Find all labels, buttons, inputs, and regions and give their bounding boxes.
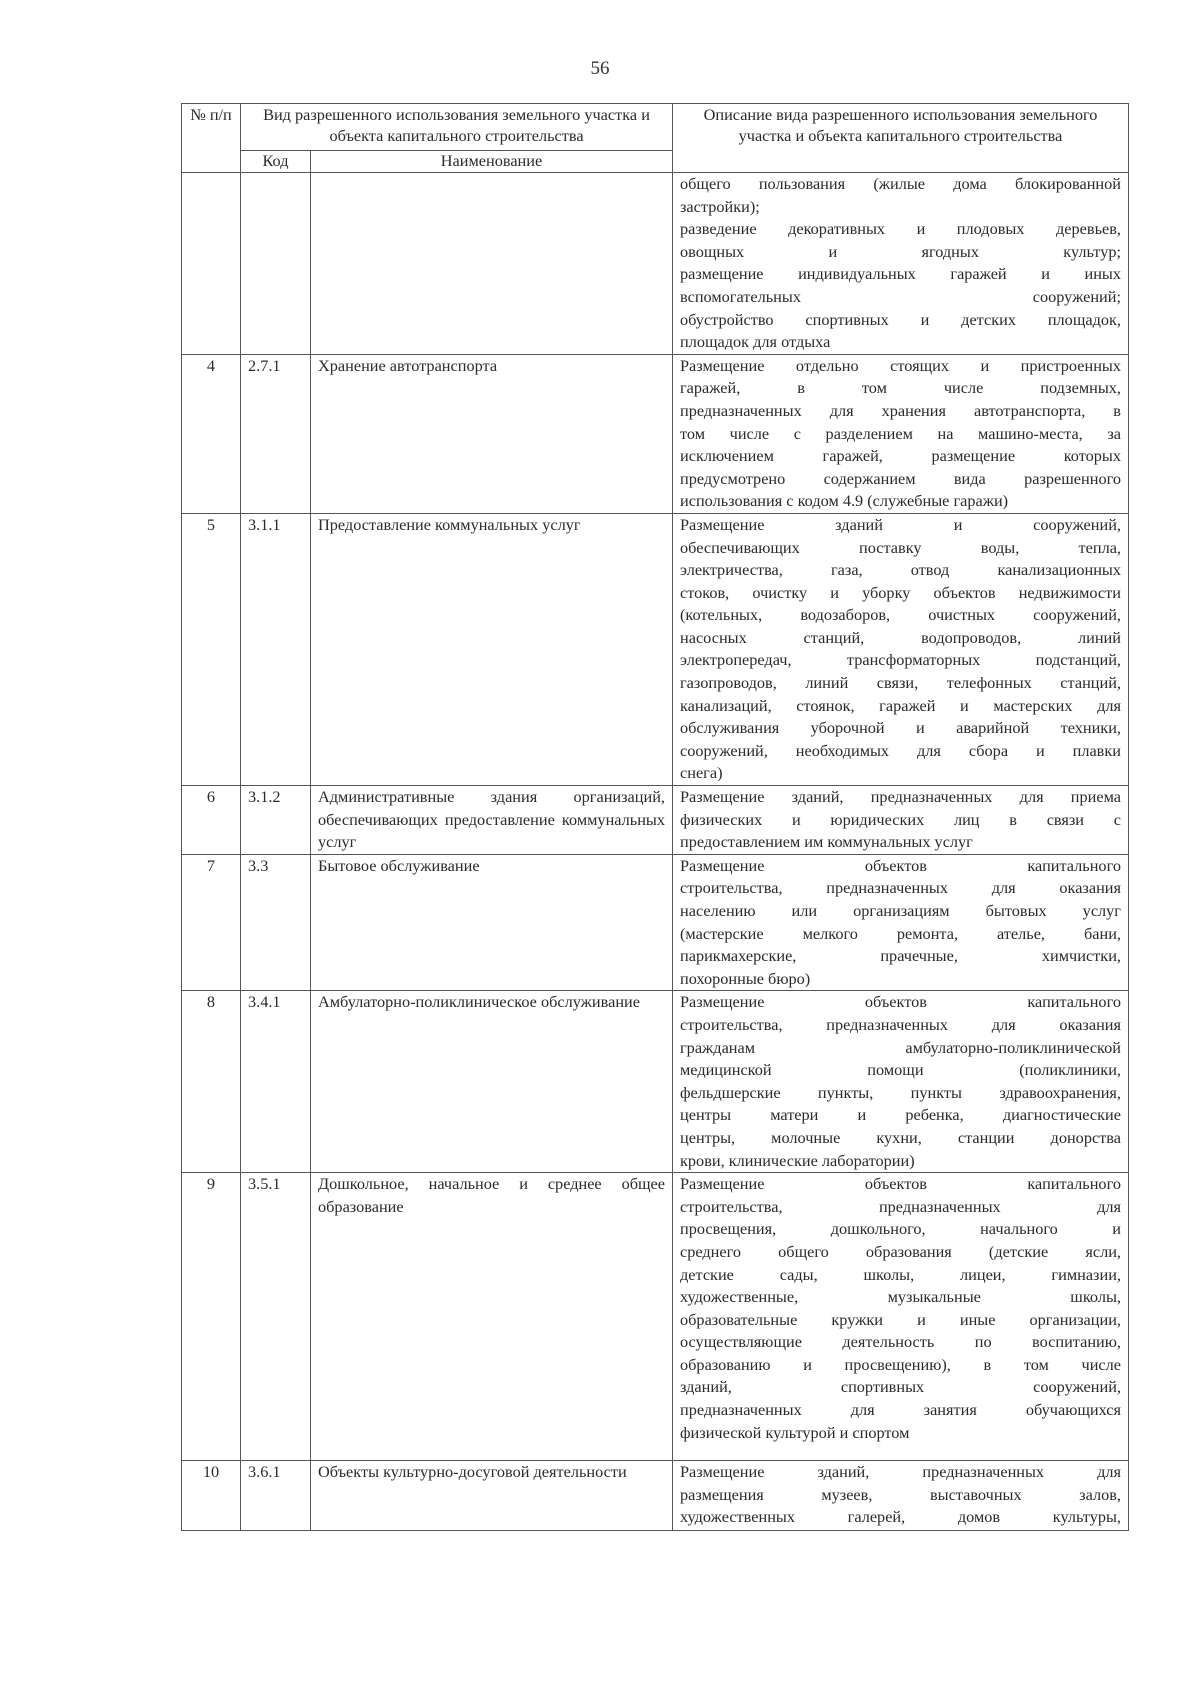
row-name: Бытовое обслуживание: [311, 854, 673, 991]
description-line: осуществляющие деятельность по воспитанию,: [680, 1332, 1121, 1352]
row-code: 3.1.2: [241, 786, 311, 855]
description-line: электропередач, трансформаторных подстанций,: [680, 650, 1121, 670]
description-line: Размещение объектов капитального: [680, 992, 1121, 1012]
row-number: 7: [182, 854, 241, 991]
row-number: [182, 173, 241, 355]
description-line: строительства, предназначенных для: [680, 1196, 1121, 1216]
row-code: [241, 173, 311, 355]
header-use-type: Вид разрешенного использования земельного участка и объекта капитального строительства: [241, 104, 673, 151]
table-row: [182, 1173, 1129, 1461]
description-line: строительства, предназначенных для оказания: [680, 878, 1121, 898]
description-line: Размещение объектов капитального: [680, 1174, 1121, 1194]
row-number: 10: [182, 1461, 241, 1531]
description-line: строительства, предназначенных для оказания: [680, 1014, 1121, 1034]
description-line: сооружений, необходимых для сбора и плавки: [680, 740, 1121, 760]
description-line: гаражей, в том числе подземных,: [680, 378, 1121, 398]
description-line: Размещение зданий, предназначенных для: [680, 1462, 1121, 1482]
description-line: образовательные кружки и иные организации,: [680, 1309, 1121, 1329]
row-name: Объекты культурно-досуговой деятельности: [311, 1461, 673, 1531]
table-row: [182, 991, 1129, 1173]
description-line: обеспечивающих поставку воды, тепла,: [680, 537, 1121, 557]
description-line: вспомогательных сооружений;: [680, 286, 1121, 306]
description-line: электричества, газа, отвод канализационных: [680, 560, 1121, 580]
row-number: 5: [182, 513, 241, 785]
row-name: [311, 173, 673, 355]
description-line: разведение декоративных и плодовых деревьев,: [680, 219, 1121, 239]
description-line: Размещение объектов капитального: [680, 855, 1121, 875]
row-name: Дошкольное, начальное и среднее общее образование: [311, 1173, 673, 1461]
description-line: Размещение зданий и сооружений,: [680, 514, 1121, 534]
description-line: предназначенных для хранения автотранспорта, в: [680, 400, 1121, 420]
header-description: Описание вида разрешенного использования земельного участка и объекта капитального строительства: [673, 104, 1129, 173]
row-name: Амбулаторно-поликлиническое обслуживание: [311, 991, 673, 1173]
row-name: Хранение автотранспорта: [311, 354, 673, 513]
page-number: 56: [590, 58, 610, 79]
description-line: (мастерские мелкого ремонта, ателье, бани,: [680, 923, 1121, 943]
row-description: [673, 991, 1129, 1173]
description-line: предусмотрено содержанием вида разрешенного: [680, 468, 1121, 488]
description-line: размещение индивидуальных гаражей и иных: [680, 264, 1121, 284]
row-description: [673, 1461, 1129, 1531]
row-number: 6: [182, 786, 241, 855]
description-line: среднего общего образования (детские ясли,: [680, 1241, 1121, 1261]
description-line: физических и юридических лиц в связи с: [680, 809, 1121, 829]
description-line: использования с кодом 4.9 (служебные гаражи): [680, 491, 1009, 511]
description-line: исключением гаражей, размещение которых: [680, 446, 1121, 466]
row-description: [673, 1173, 1129, 1461]
description-line: зданий, спортивных сооружений,: [680, 1377, 1121, 1397]
description-line: газопроводов, линий связи, телефонных станций,: [680, 673, 1121, 693]
description-line: застройки);: [680, 196, 760, 216]
description-line: детские сады, школы, лицеи, гимназии,: [680, 1264, 1121, 1284]
description-line: похоронные бюро): [680, 968, 811, 988]
description-line: обустройство спортивных и детских площадок,: [680, 309, 1121, 329]
land-use-table: [181, 103, 1129, 1531]
description-line: физической культурой и спортом: [680, 1422, 910, 1442]
description-line: обслуживания уборочной и аварийной техники,: [680, 718, 1121, 738]
description-line: (котельных, водозаборов, очистных сооружений,: [680, 605, 1121, 625]
description-line: насосных станций, водопроводов, линий: [680, 627, 1121, 647]
description-line: овощных и ягодных культур;: [680, 241, 1121, 261]
description-line: предоставлением им коммунальных услуг: [680, 832, 973, 852]
table-row: [182, 1461, 1129, 1531]
table-row: [182, 354, 1129, 513]
row-description: [673, 854, 1129, 991]
table-row: [182, 786, 1129, 855]
description-line: парикмахерские, прачечные, химчистки,: [680, 946, 1121, 966]
row-description: [673, 786, 1129, 855]
description-line: гражданам амбулаторно-поликлинической: [680, 1037, 1121, 1057]
table-row: [182, 513, 1129, 785]
header-code: Код: [241, 151, 311, 173]
row-code: 3.1.1: [241, 513, 311, 785]
description-line: предназначенных для занятия обучающихся: [680, 1400, 1121, 1420]
table-header: [182, 104, 1129, 173]
row-code: 3.3: [241, 854, 311, 991]
table-row: [182, 854, 1129, 991]
description-line: стоков, очистку и уборку объектов недвижимости: [680, 582, 1121, 602]
row-code: 2.7.1: [241, 354, 311, 513]
description-line: просвещения, дошкольного, начального и: [680, 1219, 1121, 1239]
row-code: 3.5.1: [241, 1173, 311, 1461]
description-line: центры, молочные кухни, станции донорства: [680, 1127, 1121, 1147]
description-line: художественные, музыкальные школы,: [680, 1287, 1121, 1307]
header-row-number: № п/п: [182, 104, 241, 173]
description-line: снега): [680, 763, 723, 783]
row-number: 9: [182, 1173, 241, 1461]
row-name: Предоставление коммунальных услуг: [311, 513, 673, 785]
description-line: художественных галерей, домов культуры,: [680, 1507, 1121, 1527]
description-line: Размещение отдельно стоящих и пристроенных: [680, 355, 1121, 375]
row-name: Административные здания организаций, обеспечивающих предоставление коммунальных услуг: [311, 786, 673, 855]
row-number: 4: [182, 354, 241, 513]
description-line: медицинской помощи (поликлиники,: [680, 1060, 1121, 1080]
description-line: Размещение зданий, предназначенных для приема: [680, 787, 1121, 807]
description-line: том числе с разделением на машино-места, за: [680, 423, 1121, 443]
header-name: Наименование: [311, 151, 673, 173]
description-line: населению или организациям бытовых услуг: [680, 901, 1121, 920]
description-line: центры матери и ребенка, диагностические: [680, 1105, 1121, 1125]
description-line: общего пользования (жилые дома блокированной: [680, 174, 1121, 193]
row-code: 3.4.1: [241, 991, 311, 1173]
description-line: образованию и просвещению), в том числе: [680, 1354, 1121, 1374]
description-line: крови, клинические лаборатории): [680, 1150, 915, 1170]
description-line: фельдшерские пункты, пункты здравоохранения,: [680, 1082, 1121, 1102]
row-code: 3.6.1: [241, 1461, 311, 1531]
description-line: канализаций, стоянок, гаражей и мастерских для: [680, 695, 1121, 715]
row-description: [673, 173, 1129, 355]
row-description: [673, 354, 1129, 513]
table-row: [182, 173, 1129, 355]
table-body: [182, 173, 1129, 1531]
description-line: размещения музеев, выставочных залов,: [680, 1484, 1121, 1504]
description-line: площадок для отдыха: [680, 332, 831, 352]
row-number: 8: [182, 991, 241, 1173]
row-description: [673, 513, 1129, 785]
